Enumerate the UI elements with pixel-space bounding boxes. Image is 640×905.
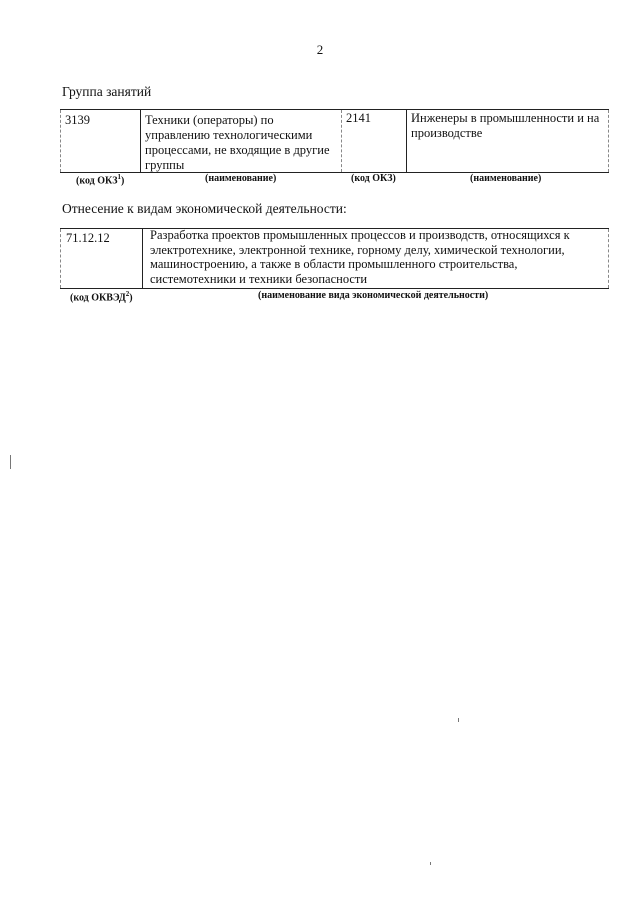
column-divider	[140, 110, 141, 172]
okved-code-caption: (код ОКВЭД$^2$)	[70, 290, 133, 304]
name-caption: (наименование)	[470, 173, 542, 184]
okz-code-cell: 2141	[346, 111, 371, 125]
footnote-marker: 2	[125, 290, 130, 298]
table-left-border	[60, 110, 61, 172]
table-right-border	[608, 229, 609, 288]
okz-code-caption: (код ОКЗ$^1$)	[76, 173, 125, 187]
scan-artifact	[458, 718, 459, 722]
occupation-name-cell: Техники (операторы) по управлению технологическими процессами, не входящие в другие группы	[145, 113, 330, 172]
column-divider	[341, 110, 342, 172]
column-divider	[406, 110, 407, 172]
scan-artifact	[10, 455, 11, 469]
okved-code-cell: 71.12.12	[66, 231, 110, 245]
activity-description-cell: Разработка проектов промышленных процессов и производств, относящихся к электротехнике, электронной технике, горному делу, химической технологии, машиностроению, а также в области промышленного строительства, системотехники и техники безопасности	[150, 228, 570, 286]
okz-code-cell: 3139	[65, 113, 90, 127]
table-left-border	[60, 229, 61, 288]
activity-name-caption: (наименование вида экономической деятельности)	[258, 290, 489, 301]
table-top-border	[60, 109, 609, 110]
okz-code-caption: (код ОКЗ)	[351, 173, 396, 184]
table-right-border	[608, 110, 609, 172]
occupation-name-cell: Инженеры в промышленности и на производстве	[411, 111, 600, 140]
column-divider	[142, 229, 143, 288]
table-bottom-border	[60, 288, 609, 289]
page-number: 2	[316, 42, 324, 57]
group-heading: Группа занятий	[62, 84, 152, 99]
name-caption: (наименование)	[205, 173, 277, 184]
activity-heading: Отнесение к видам экономической деятельности:	[62, 201, 347, 216]
footnote-marker: 1	[117, 173, 122, 181]
scan-artifact	[430, 862, 431, 865]
